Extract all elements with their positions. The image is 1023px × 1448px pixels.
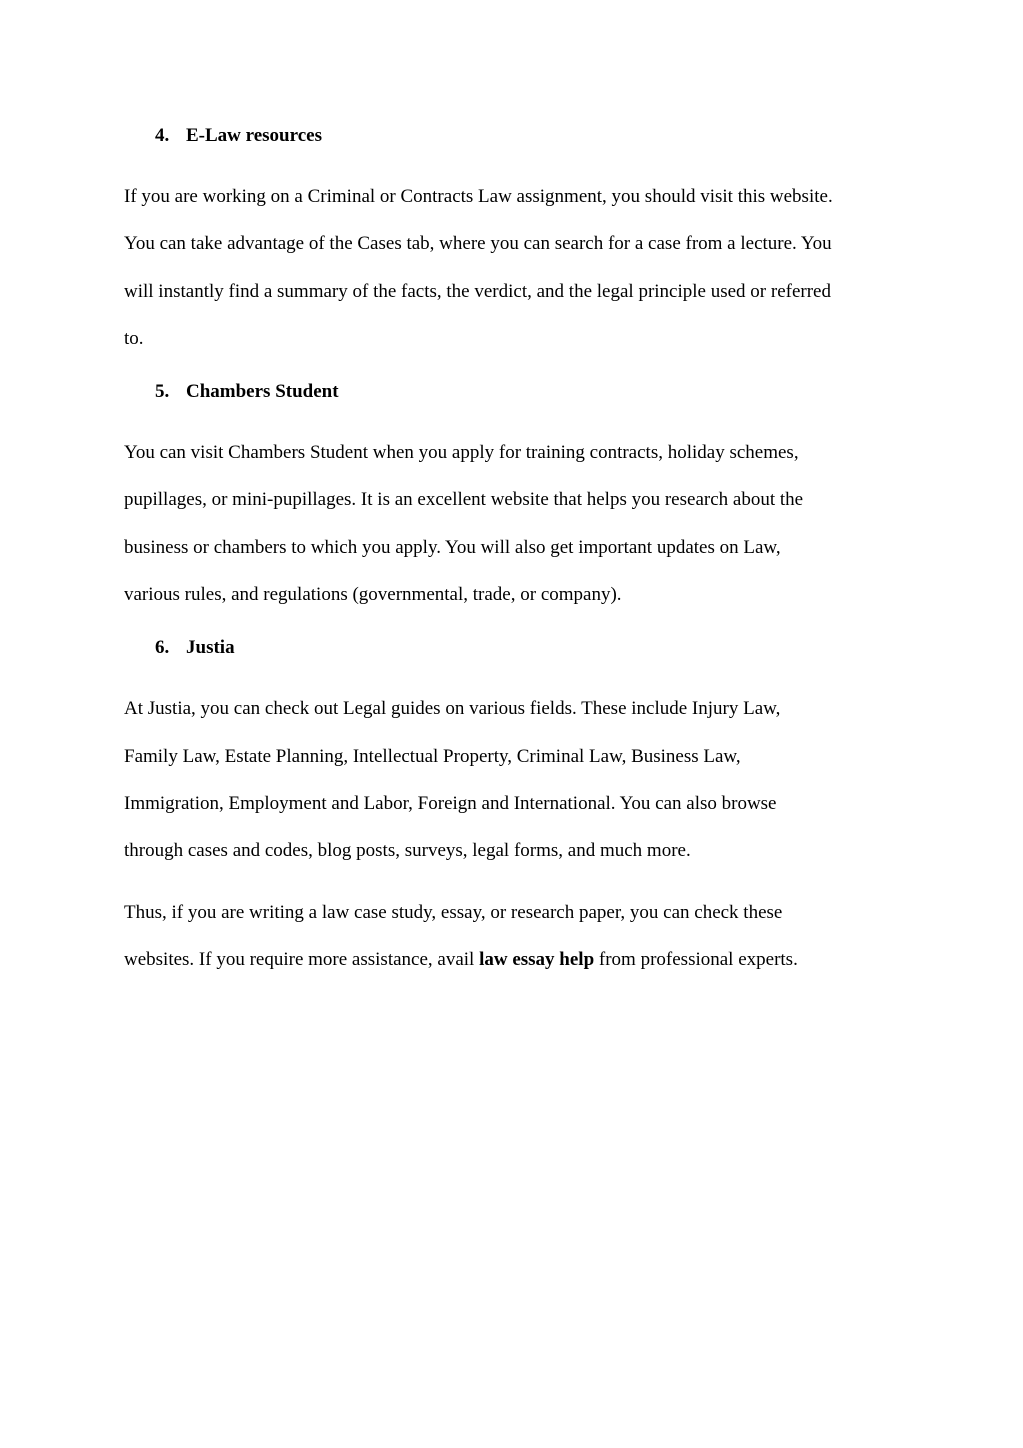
section-title: Justia (186, 637, 235, 659)
section-title: E-Law resources (186, 125, 322, 146)
section-paragraph-chambers-student (124, 429, 904, 618)
paragraph-line: At Justia, you can check out Legal guides on various fields. These include Injury Law, (124, 698, 781, 720)
paragraph-line (124, 936, 904, 983)
paragraph-line: Thus, if you are writing a law case study, essay, or research paper, you can check these (124, 901, 783, 923)
paragraph-line: to. (124, 327, 144, 349)
paragraph-line: Family Law, Estate Planning, Intellectual Property, Criminal Law, Business Law, (124, 745, 741, 767)
paragraph-line: If you are working on a Criminal or Contracts Law assignment, you should visit this website. (124, 186, 833, 207)
section-heading-justia (124, 632, 904, 664)
emphasis-law-essay-help: law essay help (479, 948, 595, 970)
paragraph-line: business or chambers to which you apply. You will also get important updates on Law, (124, 536, 781, 558)
section-number: 6. (155, 637, 170, 659)
section-title: Chambers Student (186, 381, 339, 403)
paragraph-line: You can take advantage of the Cases tab, where you can search for a case from a lecture. You (124, 233, 832, 255)
section-heading-e-law-resources (124, 120, 904, 152)
paragraph-line: You can visit Chambers Student when you apply for training contracts, holiday schemes, (124, 442, 799, 464)
conclusion-text-before: websites. If you require more assistance, avail (124, 948, 480, 970)
paragraph-line: pupillages, or mini-pupillages. It is an excellent website that helps you research about the (124, 489, 804, 511)
section-paragraph-e-law-resources (124, 173, 904, 362)
paragraph-line: through cases and codes, blog posts, surveys, legal forms, and much more. (124, 840, 691, 862)
section-number: 5. (155, 381, 170, 403)
section-number: 4. (155, 125, 170, 146)
paragraph-line: Immigration, Employment and Labor, Foreign and International. You can also browse (124, 792, 777, 814)
paragraph-line: will instantly find a summary of the facts, the verdict, and the legal principle used or referred (124, 280, 831, 302)
paragraph-line: various rules, and regulations (governmental, trade, or company). (124, 584, 622, 606)
conclusion-paragraph (124, 889, 904, 984)
document-body (124, 120, 904, 983)
section-heading-chambers-student (124, 376, 904, 408)
section-paragraph-justia (124, 685, 904, 874)
conclusion-text-after: from professional experts. (594, 948, 798, 970)
